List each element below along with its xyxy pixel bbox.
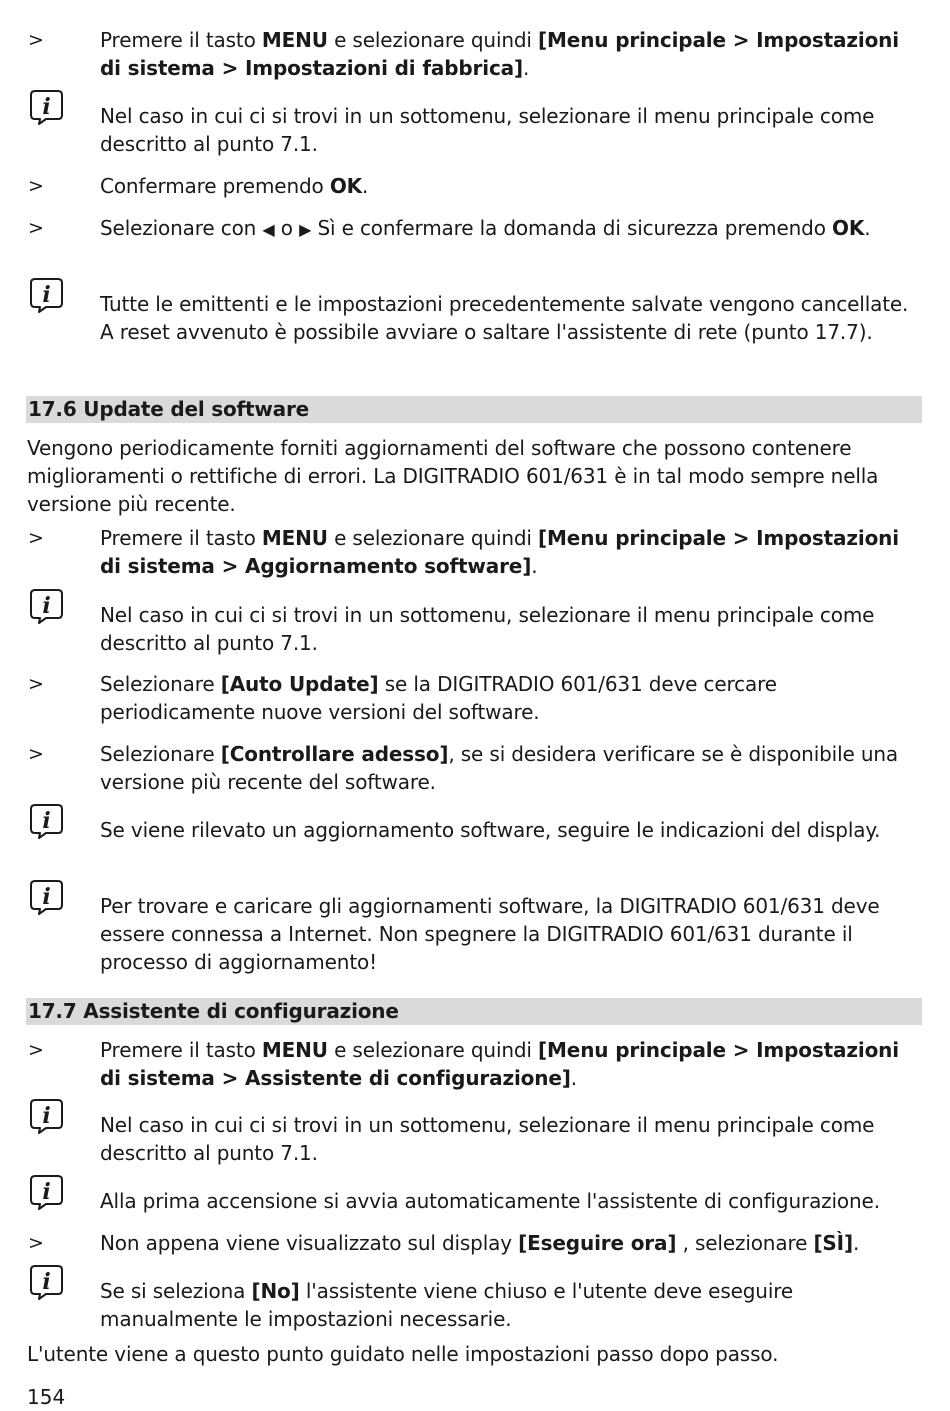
info-icon <box>28 587 64 625</box>
step-text: Non appena viene visualizzato sul display [Eseguire ora] , selezionare [SÌ]. <box>100 1231 860 1255</box>
left-arrow-icon: ◀ <box>262 220 275 239</box>
note-text: Per trovare e caricare gli aggiornamenti software, la DIGITRADIO 601/631 deve essere connessa a Internet. Non spegnere la DIGITRADIO 601/631 durante il processo di aggiornamento! <box>100 894 880 974</box>
info-icon <box>28 1263 64 1301</box>
svg-text:i: i <box>42 282 51 308</box>
info-icon <box>28 88 64 126</box>
right-arrow-icon: ▶ <box>299 220 312 239</box>
section-heading-bar <box>26 998 922 1025</box>
option-run-now: [Eseguire ora] <box>518 1231 677 1255</box>
info-icon <box>28 1097 64 1135</box>
note-text: Se viene rilevato un aggiornamento software, seguire le indicazioni del display. <box>100 818 881 842</box>
page-number: 154 <box>27 1385 66 1409</box>
section-heading: 17.7 Assistente di configurazione <box>28 999 399 1023</box>
step-marker: > <box>28 673 44 695</box>
menu-key: MENU <box>261 526 328 550</box>
note-text: Nel caso in cui ci si trovi in un sottomenu, selezionare il menu principale come descritto al punto 7.1. <box>100 1113 875 1165</box>
note-text: Nel caso in cui ci si trovi in un sottomenu, selezionare il menu principale come descritto al punto 7.1. <box>100 104 875 156</box>
step-text: Premere il tasto MENU e selezionare quindi [Menu principale > Impostazioni di sistema > Impostazioni di fabbrica]. <box>100 28 899 80</box>
step-text: Premere il tasto MENU e selezionare quindi [Menu principale > Impostazioni di sistema > Assistente di configurazione]. <box>100 1038 899 1090</box>
note-text: Se si seleziona [No] l'assistente viene chiuso e l'utente deve eseguire manualmente le impostazioni necessarie. <box>100 1279 794 1331</box>
menu-path: [Menu principale > Impostazioni di sistema > Assistente di configurazione] <box>100 1038 899 1090</box>
option-yes: [SÌ] <box>813 1231 853 1255</box>
option-auto-update: [Auto Update] <box>220 672 379 696</box>
info-icon <box>28 276 64 314</box>
step-marker: > <box>28 175 44 197</box>
svg-text:i: i <box>42 1269 51 1295</box>
section-heading-bar <box>26 396 922 423</box>
info-icon <box>28 1173 64 1211</box>
step-text: Selezionare [Auto Update] se la DIGITRADIO 601/631 deve cercare periodicamente nuove versioni del software. <box>100 672 777 724</box>
svg-text:i: i <box>42 94 51 120</box>
menu-key: MENU <box>261 1038 328 1062</box>
step-marker: > <box>28 1232 44 1254</box>
info-icon <box>28 878 64 916</box>
step-text: Selezionare con ◀ o ▶ Sì e confermare la domanda di sicurezza premendo OK. <box>100 216 871 240</box>
body-paragraph: L'utente viene a questo punto guidato nelle impostazioni passo dopo passo. <box>27 1342 779 1366</box>
svg-text:i: i <box>42 593 51 619</box>
ok-key: OK <box>832 216 865 240</box>
option-check-now: [Controllare adesso] <box>220 742 449 766</box>
option-no: [No] <box>251 1279 300 1303</box>
section-heading: 17.6 Update del software <box>28 397 309 421</box>
menu-path: [Menu principale > Impostazioni di sistema > Impostazioni di fabbrica] <box>100 28 899 80</box>
step-marker: > <box>28 527 44 549</box>
svg-text:i: i <box>42 808 51 834</box>
step-marker: > <box>28 743 44 765</box>
menu-path: [Menu principale > Impostazioni di sistema > Aggiornamento software] <box>100 526 899 578</box>
info-icon <box>28 802 64 840</box>
svg-text:i: i <box>42 1103 51 1129</box>
step-text: Premere il tasto MENU e selezionare quindi [Menu principale > Impostazioni di sistema > Aggiornamento software]. <box>100 526 899 578</box>
note-text: Alla prima accensione si avvia automaticamente l'assistente di configurazione. <box>100 1189 880 1213</box>
menu-key: MENU <box>261 28 328 52</box>
svg-text:i: i <box>42 884 51 910</box>
step-text: Selezionare [Controllare adesso], se si desidera verificare se è disponibile una versione più recente del software. <box>100 742 898 794</box>
step-marker: > <box>28 1039 44 1061</box>
note-text: Tutte le emittenti e le impostazioni precedentemente salvate vengono cancellate. A reset avvenuto è possibile avviare o saltare l'assistente di rete (punto 17.7). <box>100 292 909 344</box>
body-paragraph: Vengono periodicamente forniti aggiornamenti del software che possono contenere miglioramenti o rettifiche di errori. La DIGITRADIO 601/631 è in tal modo sempre nella versione più recente. <box>27 436 879 516</box>
step-marker: > <box>28 29 44 51</box>
step-text: Confermare premendo OK. <box>100 174 369 198</box>
step-marker: > <box>28 217 44 239</box>
ok-key: OK <box>329 174 363 198</box>
note-text: Nel caso in cui ci si trovi in un sottomenu, selezionare il menu principale come descritto al punto 7.1. <box>100 603 875 655</box>
svg-text:i: i <box>42 1179 51 1205</box>
